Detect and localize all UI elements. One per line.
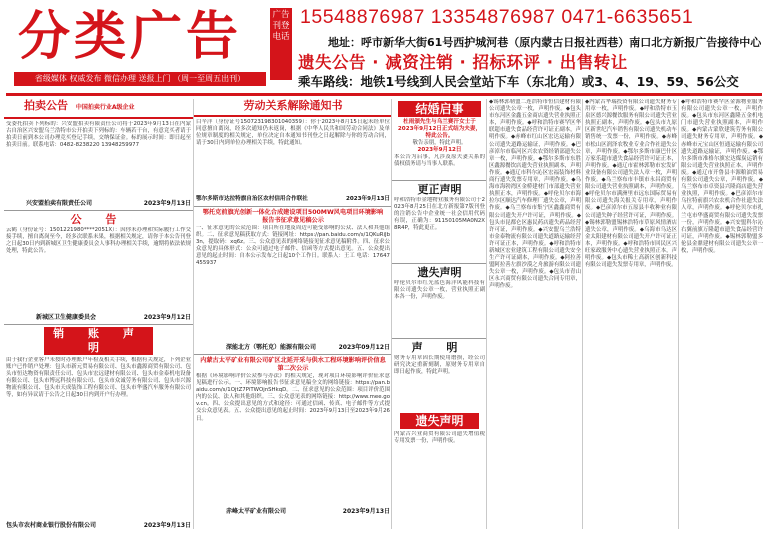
column-1 [4, 99, 193, 529]
service-list: 遗失公告 · 减资注销 · 招标环评 · 出售转让 [298, 53, 628, 72]
masthead [0, 0, 768, 96]
mining-eia-heading: 内蒙古太平矿业有限公司矿区北延开采与供水工程环境影响评价信息第二次公示 [200, 357, 386, 372]
wind-project-text: 一、征求意见的公众范围：项目所在地及周边可能受影响的公众、法人和其他组织。二、征求意见稿获取方式：链接网址：https://pan.baidu.com/s/1QKuRiJb3n，提取码：xq6z。三、公众意见表的网络链接见征求意见稿附件。四、征求公众意见的具体形式：公众可通过电子邮件、信函等方式提出意见。五、公众提出意见的起止时间：自本公示发布之日起10个工作日。联系人：王工 电话：17647455937 [196, 225, 390, 267]
public-notice-footer: 新城区卫生健康委员会 2023年9月12日 [36, 314, 191, 321]
correction-text: 呼和浩特市金地物业服务有限公司于2023年8月25日在北方新报第7版刊登的注销公告中企业统一社会信用代码有误，正确为：91150105MA0N2X8R4P，特此更正。 [394, 197, 485, 232]
lost-statement-heading: 遗失声明 [417, 266, 462, 280]
ad-phone-tag: 广告 刊登 电话 [270, 8, 292, 80]
statement-text: 财务专用章因长期使用磨损，经公司研究决定重新刻制，原财务专用章自即日起作废，特此声明。 [394, 355, 485, 376]
column-4 [486, 99, 583, 529]
statement-heading: 声 明 [411, 341, 468, 355]
auction-notice-heading: 拍卖公告 中国拍卖行业A级企业 [24, 99, 135, 112]
wedding-notice-remark: 本公告为启事，凡涉及原夫妻关系的债权债务请与当事人联系。 [394, 154, 485, 168]
auction-notice-footer: 兴安盟拍卖有限责任公司 2023年9月13日 [26, 200, 191, 207]
account-closure-heading: 销 账 声 明 [44, 327, 153, 355]
column-6 [678, 99, 765, 529]
classified-listings-c: ◆呼和浩特市赛罕区金源物业服务有限公司遗失公章一枚，声明作废。◆包头市东河区鑫隆五金机电门市遗失营业执照副本，声明作废。◆内蒙古蒙欣建筑劳务有限公司遗失财务专用章，声明作废。◆赤峰市元宝山区恒通运输有限公司遗失道路运输证，声明作废。◆鄂尔多斯市准格尔旗宏达煤炭运销有限公司遗失营业执照正本，声明作废。◆通辽市开鲁县丰源粮油贸易有限公司遗失公章，声明作废。◆乌兰察布市卓资县兴隆商店遗失营业执照，声明作废。◆巴彦淖尔市乌拉特前旗兴农农机合作社遗失法人章，声明作废。◆呼伦贝尔市扎兰屯市华盛商贸有限公司遗失发票一份，声明作废。◆兴安盟科尔沁右翼前旗万隆超市遗失食品经营许可证，声明作废。◆锡林郭勒盟多伦县金鼎建材有限公司遗失公章一枚，声明作废。 [681, 99, 763, 254]
newspaper-section-title: 分类广告 [18, 6, 243, 67]
correction-heading: 更正声明 [417, 183, 462, 197]
column-3 [391, 99, 487, 529]
bus-route: 乘车路线：地铁1号线到人民会堂站下车（东北角）或3、4、19、59、56公交 [298, 74, 739, 89]
public-notice-text: 云鹤（身份证号：1501221980****2051X）：因你未办理和实际履行工作交接手续，擅自离岗至今，经多次联系未果，根据相关规定，请你于本公告刊登之日起30日内到新城区卫生健康委员会人事科办理相关手续，逾期将依法依规处理，特此公告。 [6, 227, 191, 255]
account-closure-text: 由于我行企业客户未按时办理账户年检及相关手续，根据有关规定，下列企业账户已作销户处理：包头市新元贸易有限公司、包头市鑫源商贸有限公司、包头市恒达物资有限责任公司、包头市宏远建材有限公司、包头市金泰机电设备有限公司、包头市博远科技有限公司、包头市众诚劳务有限公司、包头市兴源物流有限公司、包头市天成装饰工程有限公司、包头市华盛汽车服务有限公司等，如有异议请于公告之日起30日内到开户行办理。 [6, 357, 191, 399]
wind-project-footer: 深能北方（鄂托克）能源有限公司 2023年09月12日 [226, 344, 390, 351]
wedding-notice-date: 2023年9月12日 [417, 147, 462, 154]
masthead-divider [6, 93, 762, 96]
labor-termination-heading: 劳动关系解除通知书 [243, 99, 343, 112]
column-5 [582, 99, 679, 529]
account-closure-footer: 包头市农村商业银行股份有限公司 2023年9月13日 [6, 522, 191, 529]
labor-termination-footer: 鄂尔多斯市达拉特旗自治区农村信用合作联社 2023年9月13日 [196, 196, 390, 202]
wedding-notice-text: 敬告亲朋，特此声明。 [412, 140, 467, 146]
column-2 [193, 99, 392, 529]
lost-statement-text: 呼伦贝尔市红光蓝色海洋风能科技有限公司遗失公章一枚，营业执照正副本各一份，声明作废。 [394, 280, 485, 301]
classified-listings-a: ◆锡林郭勒盟二连浩特市恒信建材有限公司遗失公章一枚，声明作废。◆包头市东河区金鑫五金商店遗失营业执照正本，声明作废。◆呼和浩特市赛罕区华联超市遗失食品经营许可证正副本，声明作废。◆赤峰市红山区宏达运输有限公司遗失道路运输证，声明作废。◆巴彦淖尔市临河区兴农农资经销部遗失公章一枚，声明作废。◆鄂尔多斯市东胜区鑫源餐饮店遗失营业执照副本，声明作废。◆通辽市科尔沁区宏福装饰材料商行遗失发票专用章，声明作废。◆乌海市海勃湾区金桥建材门市部遗失营业执照正本，声明作废。◆呼伦贝尔市海拉尔区顺达汽车修理厂遗失公章，声明作废。◆乌兰察布市集宁区鑫鑫商贸有限公司遗失开户许可证，声明作废。◆包头市昆都仑区惠民药店遗失药品经营许可证，声明作废。◆兴安盟乌兰浩特市金泰物流有限公司遗失道路运输经营许可证正本，声明作废。◆呼和浩特市新城区宏业建筑工程有限公司遗失安全生产许可证副本，声明作废。◆阿拉善盟阿拉善左旗沙漠之舟旅游有限公司遗失公章一枚，声明作废。◆包头市青山区永兴商贸有限公司遗失合同专用章，声明作废。 [489, 99, 581, 290]
auction-notice-text: 受委托拍卖下列标的：兴安盟拍卖有限责任公司将于2023年9月13日在内蒙古自治区兴安盟乌兰浩特市公开拍卖下列标的：车辆若干台，有意竞买者请于拍卖日前到本公司办理竞买登记手续，交纳保证金。标的展示时间：即日起至拍卖日前。联系电话：0482-8238220 13948259977 [6, 121, 191, 149]
public-notice-heading: 公 告 [70, 213, 127, 226]
mining-eia-text: 根据《环境影响评价公众参与办法》的相关规定，现对项目环境影响评价征求意见稿进行公示。一、环境影响报告书征求意见稿全文的网络链接：https://pan.baidu.com/s/1OjtZ7PiTWOjnSHkqD。二、征求意见的公众范围：项目评价范围内的公民、法人和其他组织。三、公众意见表的网络链接：http://www.mee.gov.cn。四、公众提出意见的方式和途径：可通过信函、传真、电子邮件等方式提交公众意见表。五、公众提出意见的起止时间：2023年9月13日至2023年9月26日。 [196, 373, 390, 422]
mining-eia-footer: 赤峰太平矿业有限公司 2023年9月13日 [226, 508, 390, 515]
labor-termination-text: 白辛洋（身份证号150723198301040359）：你于2023年8月15日起未经单位同意擅自离岗，经多次通知仍未返岗，根据《中华人民共和国劳动合同法》及单位规章制度的相关规定，单位决定自本通知书刊登之日起解除与你的劳动合同，请于30日内到单位办理相关手续，特此通知。 [196, 119, 390, 147]
wind-project-heading: 鄂托克前旗光创新一体化合成建设项目500MW风电项目环境影响报告书征求意见稿公示 [202, 209, 384, 224]
wedding-notice-subtitle: 杜雨颁先生与乌兰赛汗女士于2023年9月12日正式结为夫妻，特此公告。 [397, 119, 482, 139]
contact-phones: 15548876987 13354876987 0471-6635651 [300, 6, 694, 28]
slogan-bar: 省级媒体 权威发布 微信办理 送报上门 （周一至周五出刊） [14, 72, 266, 86]
lost-statement-banner: 遗失声明 [400, 413, 479, 429]
office-address: 地址：呼市新华大街61号西护城河巷（原内蒙古日报社西巷）南口北方新报广告接待中心 [328, 36, 762, 49]
lost-statement-banner-text: 内蒙古兴业商贸有限公司遗失增值税专用发票一份，声明作废。 [394, 431, 485, 445]
wedding-notice-heading: 结婚启事 [398, 101, 481, 117]
classified-listings-b: ◆内蒙古华瑞投资有限公司遗失财务专用章一枚，声明作废。◆呼和浩特市玉泉区德兴源餐饮服务有限公司遗失营业执照正副本，声明作废。◆包头市九原区新世纪汽车销售有限公司遗失机动车销售统一发票一份，声明作废。◆赤峰市松山区润泽农牧业专业合作社遗失公章，声明作废。◆鄂尔多斯市康巴什区万家乐超市遗失食品经营许可证正本，声明作废。◆通辽市霍林郭勒市宏发矿业设备有限公司遗失法人章一枚，声明作废。◆乌兰察布市丰镇市永昌商贸有限公司遗失营业执照副本，声明作废。◆呼伦贝尔市满洲里市远东国际贸易有限公司遗失海关报关专用章，声明作废。◆巴彦淖尔市五原县丰收种业有限公司遗失种子经营许可证，声明作废。◆锡林郭勒盟锡林浩特市草原风情酒店遗失公章，声明作废。◆乌海市乌达区金太阳建材有限公司遗失开户许可证正本，声明作废。◆呼和浩特市回民区兴旺家政服务中心遗失营业执照正本，声明作废。◆包头市稀土高新区创新科技有限公司遗失发票专用章，声明作废。 [585, 99, 677, 269]
